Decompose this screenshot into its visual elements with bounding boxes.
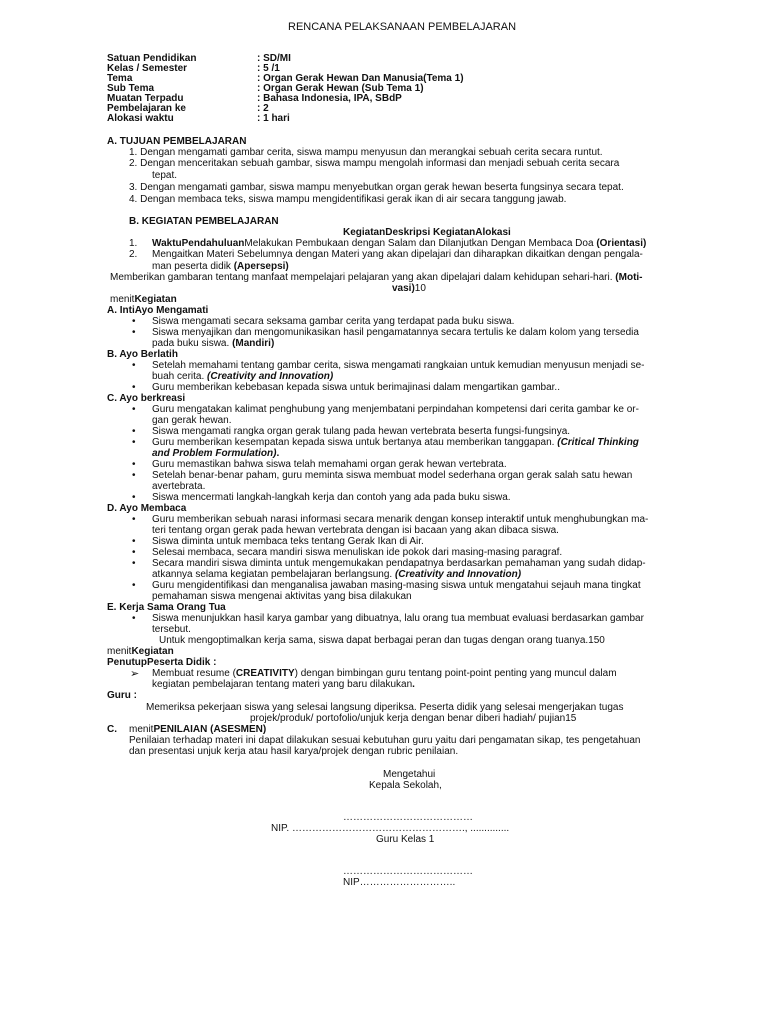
- list-item: Siswa diminta untuk membaca teks tentang Gerak Ikan di Air.: [152, 536, 424, 547]
- resume-line-2: [152, 679, 415, 691]
- penilaian-prefix: C.: [107, 724, 117, 735]
- resume-text: Membuat resume (: [152, 668, 236, 679]
- membaca-text: atkannya selama kegiatan pembelajaran berlangsung.: [152, 569, 395, 580]
- bullet: •: [132, 492, 136, 503]
- guru-line-2: projek/produk/ portofolio/unjuk kerja dengan benar diberi hadiah/ pujian15: [250, 713, 577, 724]
- penilaian-line-1: Penilaian terhadap materi ini dapat dilakukan sesuai kebutuhan guru yaitu dari pengamatan sikap, tes pengetahuan: [129, 735, 641, 746]
- resume-dot: .: [412, 679, 415, 690]
- penilaian-line-2: dan presentasi unjuk kerja atau hasil karya/projek dengan rubric penilaian.: [129, 746, 459, 757]
- list-item-cont: avertebrata.: [152, 481, 206, 492]
- tujuan-item: 2. Dengan menceritakan sebuah gambar, siswa mampu mengolah informasi dan menjadi sebuah cerita secara: [129, 158, 620, 169]
- bullet: •: [132, 327, 136, 338]
- mandiri-tag: (Mandiri): [232, 338, 275, 349]
- menit-label: menit: [107, 646, 132, 657]
- bullet: •: [132, 536, 136, 547]
- penutup-prefix: Penutup: [107, 657, 147, 668]
- identity-value-satuan: : SD/MI: [257, 53, 291, 64]
- identity-label-tema: Tema: [107, 73, 133, 84]
- list-item: Siswa mencermati langkah-langkah kerja dan contoh yang ada pada buku siswa.: [152, 492, 511, 503]
- nip-line-2: NIP………………………..: [343, 877, 456, 888]
- apersepsi-text: man peserta didik: [152, 261, 234, 272]
- bullet: •: [132, 514, 136, 525]
- penilaian-title: PENILAIAN (ASESMEN): [153, 724, 267, 735]
- list-item: Guru mengatakan kalimat penghubung yang menjembatani perpindahan kompetensi dari cerita gambar ke or-: [152, 404, 639, 415]
- list-item-cont: pemahaman siswa mengenai aktivitas yang bisa dilakukan: [152, 591, 412, 602]
- penilaian-menit: menit: [129, 724, 154, 735]
- bullet: •: [132, 547, 136, 558]
- identity-label-alokasi: Alokasi waktu: [107, 113, 174, 124]
- bullet: •: [132, 426, 136, 437]
- guru-label: Guru :: [107, 690, 137, 701]
- pendahuluan-text: Melakukan Pembukaan dengan Salam dan Dilanjutkan Dengan Membaca Doa: [244, 238, 597, 249]
- signature-line-2: …………………………………: [343, 866, 473, 877]
- list-item: Siswa menunjukkan hasil karya gambar yang dibuatnya, lalu orang tua membuat evaluasi berdasarkan gambar: [152, 613, 644, 624]
- list-item: Siswa mengamati secara seksama gambar cerita yang terdapat pada buku siswa.: [152, 316, 515, 327]
- tujuan-item: 4. Dengan membaca teks, siswa mampu mengidentifikasi gerak ikan di air secara tanggung jawab.: [129, 194, 567, 205]
- identity-label-pembelajaran: Pembelajaran ke: [107, 103, 186, 114]
- orientasi-tag: (Orientasi): [596, 238, 647, 249]
- list-item: Siswa mengamati rangka organ gerak tulang pada hewan vertebrata beserta fungsi-fungsinya.: [152, 426, 571, 437]
- resume-text-2: ) dengan bimbingan guru tentang point-point penting yang muncul dalam: [294, 668, 617, 679]
- berkreasi-heading: C. Ayo berkreasi: [107, 393, 186, 404]
- guru-kelas-label: Guru Kelas 1: [376, 834, 435, 845]
- kepala-sekolah-label: Kepala Sekolah,: [369, 780, 442, 791]
- list-item: Selesai membaca, secara mandiri siswa menuliskan ide pokok dari masing-masing paragraf.: [152, 547, 563, 558]
- creativity-tag-2: (Creativity and Innovation): [394, 569, 522, 580]
- bullet: •: [132, 316, 136, 327]
- bullet: •: [132, 437, 136, 448]
- bullet: •: [132, 382, 136, 393]
- creativity-tag: (Creativity and Innovation): [207, 371, 334, 382]
- identity-label-satuan: Satuan Pendidikan: [107, 53, 197, 64]
- bullet: •: [132, 404, 136, 415]
- list-item: Guru mengidentifikasi dan menganalisa jawaban masing-masing siswa untuk mengatahui sejauh mana tingkat: [152, 580, 641, 591]
- critical-tag: (Critical Thinking: [557, 437, 639, 448]
- bullet: •: [132, 360, 136, 371]
- list-item-cont: tersebut.: [152, 624, 191, 635]
- list-item: Setelah memahami tentang gambar cerita, siswa mengamati rangkaian untuk kemudian menyusun menjadi se-: [152, 360, 645, 371]
- list-item: Guru memastikan bahwa siswa telah memahami organ gerak hewan vertebrata.: [152, 459, 507, 470]
- berkreasi-text: Guru memberikan kesempatan kepada siswa untuk bertanya atau memberikan tanggapan.: [152, 437, 558, 448]
- berlatih-heading: B. Ayo Berlatih: [107, 349, 178, 360]
- motivasi-tag-2: vasi): [392, 283, 415, 294]
- mengetahui-label: Mengetahui: [383, 769, 436, 780]
- creativity-word: CREATIVITY: [235, 668, 295, 679]
- inti-prefix: A. Inti: [107, 305, 135, 316]
- kegiatan-label: Kegiatan: [134, 294, 177, 305]
- menit-label: menit: [110, 294, 135, 305]
- identity-value-alokasi: : 1 hari: [257, 113, 290, 124]
- bullet: •: [132, 580, 136, 591]
- pendahuluan-num: 2.: [129, 249, 138, 260]
- inti-title: Ayo Mengamati: [134, 305, 209, 316]
- peserta-didik-label: Peserta Didik :: [147, 657, 217, 668]
- list-item-cont: Untuk mengoptimalkan kerja sama, siswa dapat berbagai peran dan tugas dengan orang tuanya.150: [159, 635, 605, 646]
- critical-tag-2: and Problem Formulation): [152, 448, 277, 459]
- arrow-bullet-icon: ➢: [130, 668, 140, 680]
- resume-text-3: kegiatan pembelajaran tentang materi yang baru dilakukan: [152, 679, 413, 690]
- critical-tag-cont: and Problem Formulation).: [152, 448, 280, 459]
- mengamati-text: pada buku siswa.: [152, 338, 233, 349]
- nip-line-1: NIP. ……………………………………………., ..............: [271, 823, 510, 834]
- tujuan-item: 1. Dengan mengamati gambar cerita, siswa mampu menyusun dan merangkai sebuah cerita secara runtut.: [129, 147, 603, 158]
- bullet: •: [132, 470, 136, 481]
- list-item-cont: gan gerak hewan.: [152, 415, 232, 426]
- identity-value-subtema: : Organ Gerak Hewan (Sub Tema 1): [257, 83, 424, 94]
- motivasi-text: Memberikan gambaran tentang manfaat mempelajari pelajaran yang akan dipelajari dalam kehidupan sehari-hari.: [110, 272, 616, 283]
- list-item-cont: teri tentang organ gerak pada hewan vertebrata dengan isi bacaan yang akan dibaca siswa.: [152, 525, 559, 536]
- berlatih-text: buah cerita.: [152, 371, 208, 382]
- motivasi-time: 10: [414, 283, 426, 294]
- tujuan-heading: A. TUJUAN PEMBELAJARAN: [107, 136, 247, 147]
- identity-label-kelas: Kelas / Semester: [107, 63, 188, 74]
- identity-label-subtema: Sub Tema: [107, 83, 155, 94]
- bullet: •: [132, 613, 136, 624]
- pendahuluan-num: 1.: [129, 238, 138, 249]
- bullet: •: [132, 459, 136, 470]
- guru-line-1: Memeriksa pekerjaan siswa yang selesai langsung diperiksa. Peserta didik yang selesai mengerjakan tugas: [146, 702, 624, 713]
- tujuan-item: 3. Dengan mengamati gambar, siswa mampu menyebutkan organ gerak hewan beserta fungsinya secara tepat.: [129, 182, 624, 193]
- kegiatan-table-header: KegiatanDeskripsi KegiatanAlokasi: [343, 227, 511, 238]
- bullet: •: [132, 558, 136, 569]
- identity-label-muatan: Muatan Terpadu: [107, 93, 184, 104]
- list-item: Setelah benar-benar paham, guru meminta siswa membuat model sederhana organ gerak salah satu hewan: [152, 470, 633, 481]
- motivasi-line-2: [392, 283, 426, 295]
- motivasi-tag: (Moti-: [615, 272, 643, 283]
- apersepsi-line-1: Mengaitkan Materi Sebelumnya dengan Materi yang akan dipelajari dan diharapkan dikaitkan dengan pengala-: [152, 249, 643, 260]
- list-item: Siswa menyajikan dan mengomunikasikan hasil pengamatannya secara tertulis ke dalam kolom yang tersedia: [152, 327, 639, 338]
- identity-value-pembelajaran: : 2: [257, 103, 269, 114]
- identity-value-kelas: : 5 /1: [257, 63, 280, 74]
- membaca-heading: D. Ayo Membaca: [107, 503, 187, 514]
- apersepsi-tag: (Apersepsi): [233, 261, 289, 272]
- identity-value-muatan: : Bahasa Indonesia, IPA, SBdP: [257, 93, 402, 104]
- kegiatan-heading: B. KEGIATAN PEMBELAJARAN: [129, 216, 279, 227]
- motivasi-line-1: [110, 272, 643, 284]
- signature-line-1: …………………………………: [343, 812, 473, 823]
- waktu-pendahuluan-label: WaktuPendahuluan: [152, 238, 245, 249]
- kegiatan-label: Kegiatan: [131, 646, 174, 657]
- identity-value-tema: : Organ Gerak Hewan Dan Manusia(Tema 1): [257, 73, 464, 84]
- kerja-heading: E. Kerja Sama Orang Tua: [107, 602, 226, 613]
- list-item: Guru memberikan kebebasan kepada siswa untuk berimajinasi dalam mengartikan gambar..: [152, 382, 560, 393]
- list-item: Secara mandiri siswa diminta untuk mengemukakan pendapatnya berdasarkan pemahaman yang sudah didap-: [152, 558, 646, 569]
- page-title: RENCANA PELAKSANAAN PEMBELAJARAN: [288, 21, 517, 33]
- list-item: Guru memberikan sebuah narasi informasi secara menarik dengan konsep interaktif untuk menghubungkan ma-: [152, 514, 649, 525]
- tujuan-item-cont: tepat.: [152, 170, 178, 181]
